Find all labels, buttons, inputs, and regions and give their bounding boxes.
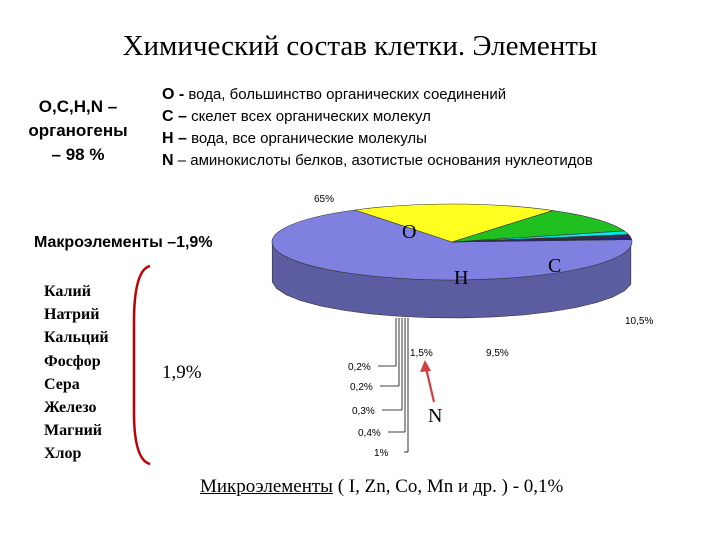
- slice-label-minor-pct: 0,2%: [350, 382, 373, 393]
- macro-item: Сера: [44, 375, 80, 393]
- macro-total: 1,9%: [162, 362, 202, 383]
- role-symbol: O -: [162, 86, 185, 103]
- organogens-line: органогены: [28, 121, 128, 140]
- macro-item: Магний: [44, 422, 103, 440]
- organogens-block: [8, 95, 148, 167]
- micro-elements-line: [200, 476, 563, 498]
- micro-rest: ( I, Zn, Co, Mn и др. ) - 0,1%: [332, 476, 564, 497]
- slice-label-o-pct: 65%: [314, 194, 335, 205]
- slice-label-minor-pct: 1%: [374, 448, 389, 459]
- macro-item: Калий: [44, 283, 91, 300]
- role-item: [162, 84, 593, 106]
- macro-bracket: [128, 262, 158, 468]
- micro-label: Микроэлементы: [200, 476, 333, 497]
- element-label-n: N: [428, 405, 443, 427]
- role-symbol: C –: [162, 108, 187, 125]
- role-symbol: H –: [162, 130, 187, 147]
- macro-item: Хлор: [44, 445, 82, 463]
- slice-label-minor-pct: 0,2%: [348, 362, 371, 373]
- element-label-h: H: [454, 267, 469, 289]
- macro-item: Кальций: [44, 329, 109, 347]
- slice-label-minor-pct: 0,4%: [358, 428, 381, 439]
- role-text: вода, большинство органических соединений: [184, 86, 507, 103]
- macro-elements-list: [44, 280, 109, 466]
- slide-title: Химический состав клетки. Элементы: [122, 30, 598, 62]
- role-item: [162, 106, 593, 128]
- macro-title: Макроэлементы –1,9%: [34, 234, 213, 251]
- pie-chart: [262, 190, 682, 460]
- role-item: [162, 128, 593, 150]
- element-roles-list: [162, 84, 593, 172]
- organogens-line: – 98 %: [51, 145, 105, 164]
- slice-label-n-pct: 1,5%: [410, 348, 433, 359]
- macro-item: Натрий: [44, 306, 100, 324]
- element-label-c: C: [548, 255, 562, 277]
- slice-label-minor-pct: 0,3%: [352, 406, 375, 417]
- role-symbol: N: [162, 152, 174, 169]
- role-text: вода, все органические молекулы: [186, 130, 427, 147]
- role-text: – аминокислоты белков, азотистые основания нуклеотидов: [173, 152, 593, 169]
- macro-item: Железо: [44, 399, 97, 417]
- element-label-o: O: [402, 221, 417, 243]
- role-item: [162, 150, 593, 172]
- slice-label-h-pct: 10,5%: [625, 316, 654, 327]
- role-text: скелет всех органических молекул: [186, 108, 431, 125]
- organogens-line: O,C,H,N –: [38, 97, 118, 116]
- slice-label-pct: 9,5%: [486, 348, 509, 359]
- macro-item: Фосфор: [44, 352, 101, 370]
